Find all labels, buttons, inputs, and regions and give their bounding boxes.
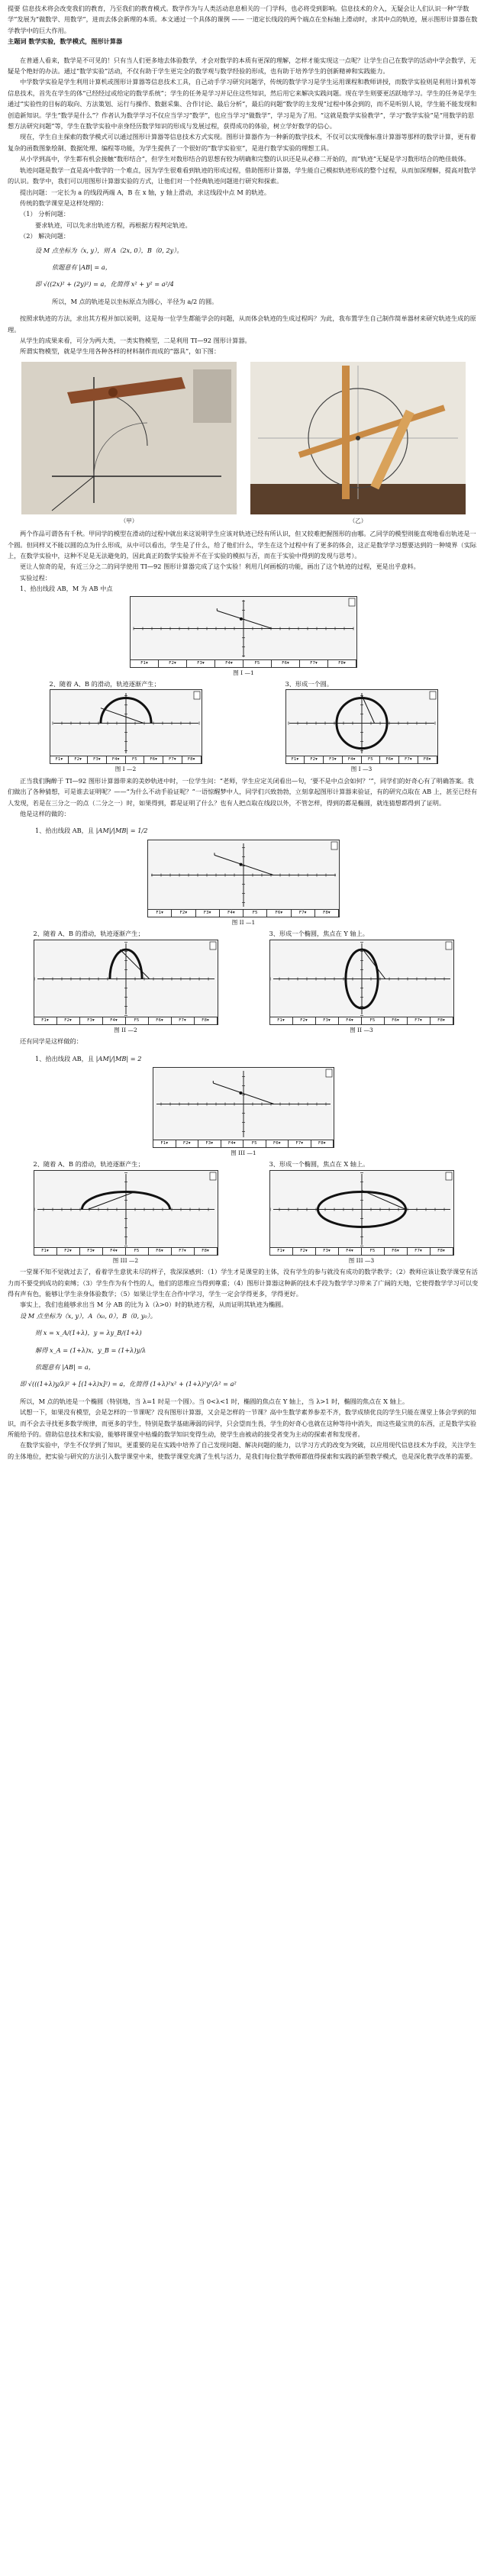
calc-menu-key: F6▾ [385, 1248, 408, 1255]
scroll-indicator [430, 692, 436, 699]
exp2-step1 [8, 825, 479, 836]
paragraph: 所以，M 点的轨迹是一个椭圆（特别地，当 λ=1 时是一个圆）。当 0<λ<1 时，椭圆的焦点在 Y 轴上，当 λ>1 时，椭圆的焦点在 X 轴上。 [20, 1397, 409, 1405]
calc-menu-key: F8▾ [328, 660, 356, 667]
exp2-step1-text: 1、拾出线段 AB，且 [35, 827, 95, 835]
exp1-step2: 2、随着 A、B 的滑动，轨迹逐渐产生； [49, 680, 160, 688]
calc-menu-key: F2▾ [159, 660, 187, 667]
calc-menu-key: F4▾ [343, 756, 362, 763]
calc-screen-ii3 [269, 940, 454, 1025]
paragraph: 两个作品可谓各有千秋。甲同学的模型在滑动的过程中就出来这说明学生应该对轨迹已经有所认识，但又较难把握图形的由哪。乙同学的模型则能直观地看出轨迹是一个圆。但同样又不能以圆的点为什么形成，从中可以看出，学生是了什么，给了他们什么，学生在这个过程中有了更多的体会，这正是数学学习想要达到的一种境界（实际上，在数学实验中，这种不足是无法避免的，因此真正的数学实验并不在于实验的模拟与否，而在于实验中得到的发现与思考）。 [8, 530, 477, 559]
step-analyze-detail: 要求轨迹，可以先求出轨迹方程，再根据方程判定轨迹。 [35, 221, 192, 229]
paragraph: 事实上，我们也能够求出当 M 分 AB 的比为 λ（λ>0）时的轨迹方程，从而证明其轨迹为椭圆。 [20, 1301, 288, 1309]
exp2-step2: 2、随着 A、B 的滑动，轨迹逐渐产生； [33, 930, 144, 938]
calc-menu-key: F8▾ [195, 1017, 218, 1024]
scroll-indicator [446, 1172, 452, 1180]
paragraph: 轨迹问题是数学一直是高中数学的一个难点，因为学生很难看到轨迹的形成过程，借助图形计算器，学生能自己模拟轨迹形成的整个过程，从而加深理解，提高对数学的认识。数学中，我们可以用图形计算器实验的方式，让他们对一个经典轨迹问题进行研究和探索。 [8, 166, 476, 185]
step-analyze: （1） 分析问题： [20, 210, 70, 218]
exp2-step3: 3、形成一个椭圆，焦点在 Y 轴上。 [269, 930, 369, 938]
figure-caption: 图 I —1 [233, 669, 254, 676]
exp1-step3: 3、形成一个圆。 [285, 680, 334, 688]
calc-screen-ii1 [147, 840, 340, 917]
calc-menu-key: F6▾ [272, 660, 300, 667]
calc-menu-bar [131, 659, 356, 667]
calc-menu-key: F5 [244, 910, 267, 917]
formula-equation: 即 √(((1+λ)y/λ)² + [(1+λ)x]²) = a，化简得 (1+λ)²x² + (1+λ)²y²/λ² = a² [20, 1380, 237, 1388]
calc-menu-key: F4▾ [221, 1140, 244, 1147]
formula-equation: 即 √((2x)² + (2y)²) = a，化简得 x² + y² = a²/4 [35, 280, 174, 289]
segment-ab [88, 1191, 134, 1209]
calc-menu-key: F7▾ [172, 1017, 195, 1024]
calc-menu-key: F5 [362, 1017, 385, 1024]
calc-screen-iii3 [269, 1170, 454, 1256]
paragraph: 他是这样的做的： [20, 810, 70, 818]
calc-menu-key: F6▾ [267, 910, 291, 917]
calc-menu-key: F3▾ [80, 1017, 103, 1024]
exp3-ratio: |AM|/|MB| = 2 [95, 1054, 142, 1062]
calc-menu-key: F6▾ [266, 1140, 289, 1147]
paragraph: 实验过程： [20, 573, 51, 582]
calc-menu-key: F3▾ [88, 756, 107, 763]
scroll-indicator [210, 942, 216, 949]
keywords: 主题词 数学实验，数学模式，图形计算器 [8, 37, 123, 46]
calc-menu-key: F7▾ [408, 1248, 431, 1255]
scroll-indicator [210, 1172, 216, 1180]
figure-caption: 图 II —1 [231, 918, 256, 926]
calc-menu-key: F5 [126, 1017, 149, 1024]
calc-menu-key: F1▾ [34, 1017, 57, 1024]
calc-menu-key: F7▾ [163, 756, 182, 763]
calc-menu-bar [34, 1247, 218, 1255]
exp3-step2: 2、随着 A、B 的滑动，轨迹逐渐产生； [33, 1160, 144, 1169]
calc-menu-key: F2▾ [305, 756, 324, 763]
calc-menu-key: F7▾ [292, 910, 315, 917]
figure-caption: 图 III —2 [112, 1256, 139, 1264]
calc-menu-bar [153, 1140, 334, 1147]
calc-menu-key: F4▾ [339, 1248, 362, 1255]
midpoint-m [240, 617, 243, 621]
figure-caption: 图 III —3 [348, 1256, 375, 1264]
calc-menu-key: F2▾ [293, 1248, 316, 1255]
calc-menu-key: F1▾ [50, 756, 69, 763]
paragraph: 设 M 点坐标为（x, y），A（x₀, 0），B（0, y₀）。 [20, 1311, 156, 1320]
paragraph: 现在，学生自主探索的数学模式可以通过图形计算器等信息技术方式实现。图形计算器作为一种新的数学技术，不仅可以实现像标准计算器等那样的数学计算，更有着复杂的函数图象绘制、数据处理、编程等功能，为学生提供了一个很好的“数学实验室”，是进行数学实验的理想工具。 [8, 133, 476, 152]
calc-menu-key: F8▾ [431, 1017, 453, 1024]
calc-menu-key: F8▾ [311, 1140, 334, 1147]
calc-menu-key: F3▾ [80, 1248, 103, 1255]
calc-menu-bar [148, 909, 339, 917]
figure-caption: 图 I —3 [350, 766, 373, 773]
calc-menu-key: F1▾ [153, 1140, 176, 1147]
photo-model-b [250, 362, 466, 527]
calc-menu-key: F2▾ [57, 1248, 80, 1255]
calc-menu-key: F7▾ [172, 1248, 195, 1255]
calc-menu-key: F3▾ [198, 1140, 221, 1147]
step-solve: （2） 解决问题： [20, 232, 70, 240]
midpoint-m [239, 1091, 242, 1095]
problem-statement: 提出问题：一定长为 a 的线段两端 A，B 在 x 轴，y 轴上滑动，求这线段中点 M 的轨迹。 [20, 188, 271, 196]
scroll-indicator [326, 1069, 332, 1077]
figure-caption: 图 II —2 [114, 1026, 137, 1033]
calc-menu-key: F8▾ [315, 910, 339, 917]
figure-caption: 图 III —1 [231, 1149, 256, 1156]
calc-menu-key: F5 [362, 1248, 385, 1255]
exp3-step3: 3、形成一个椭圆，焦点在 X 轴上。 [269, 1160, 369, 1169]
calc-menu-bar [50, 756, 202, 763]
figure-caption: 图 II —3 [350, 1026, 373, 1033]
calc-menu-key: F4▾ [220, 910, 244, 917]
calc-menu-key: F3▾ [324, 756, 343, 763]
paragraph: 中学数学实验是学生利用计算机或图形计算器等信息技术工具，自己动手学习研究问题学，传统的数学学习是学生运用课程和教师讲授，而数学实验则是利用计算机等信息技术，首先在学生的体“已经经过或给定的数学系统”；学生的任务是学习并记住这些知识，然后用它来解决实践问题。现在学生则要更活跃地学习。学生的任务是学生通过“实验性的目标的取向、方法策划、运行与操作、数据采集、合作讨论、最后分析”，最后的问题“数学的主发现”过程中体会到的，而不是听别人说，学生能不能发现和创造新知识。学生“数学是什么”？作者认为数学学习不仅应当学习“数学”，也应当学习“做数学”，学习是为了用。“这就是数学实验教学”，学习“数学实验”是“用数学的思想方法研究问题”等，学生在数学实验中亲身经历数学知识的形成与发展过程，获得成功的体验，树立学好数学的信心。 [8, 78, 477, 131]
calc-menu-key: F5 [362, 756, 381, 763]
paragraph: 还有同学是这样做的： [20, 1037, 82, 1046]
calc-menu-key: F8▾ [182, 756, 202, 763]
midpoint-m [240, 863, 243, 866]
calc-menu-key: F5 [126, 1248, 149, 1255]
exp3-step1 [8, 1053, 479, 1064]
calc-screen-iii2 [34, 1170, 218, 1256]
calc-menu-key: F6▾ [385, 1017, 408, 1024]
calc-screen-ii2 [34, 940, 218, 1025]
formula-condition: 依题意有 |AB| = a， [35, 1362, 95, 1371]
paragraph: 在数学实验中，学生不仅学到了知识，更重要的是在实践中培养了自己发现问题、解决问题的能力，以学习方式的改变为突破，以应用现代信息技术为手段，关注学生的主体地位，把实验与研究的方法引入数学课堂中来，使数学课堂充满了生机与活力，是我们每位数学教师都值得探索和实践的新型教学模式，也是深化教学改革的需要。 [8, 1441, 477, 1460]
calc-menu-key: F4▾ [215, 660, 244, 667]
calc-menu-bar [270, 1017, 453, 1024]
paragraph: 正当我们胸醉于 TI—92 图形计算器带来的美妙轨迹中时，一位学生问：“老师，学生应定关闭看出—句，‘要不是中点会如何？’”，同学们的好奇心有了明确答案。我们做出了各种猜想，可是谁去证明呢？——“为什么不动手验证呢？”一语惊醒梦中人，同学们兴致勃勃，立刻拿起图形计算器来验证，有的研究点取在 AB 上，甚至已经有人发现，若是在三分之一的点（二分之一）时，如果得到，都是证明了什么？也有人把点取在线段以外，不管怎样，得到的都是椭圆，就连猜想都得到了证明。 [8, 776, 478, 807]
formula-ratio: 则 x = x_A/(1+λ)，y = λy_B/(1+λ) [35, 1329, 142, 1337]
calc-menu-key: F1▾ [286, 756, 305, 763]
calc-menu-key: F6▾ [380, 756, 399, 763]
segment-ab [100, 708, 143, 724]
calc-menu-key: F2▾ [57, 1017, 80, 1024]
calc-menu-key: F1▾ [270, 1017, 293, 1024]
calc-menu-key: F1▾ [34, 1248, 57, 1255]
scroll-indicator [194, 692, 200, 699]
paragraph: 按照求轨迹的方法，求出其方程并加以说明，这是每一位学生都能学会的问题，从而体会轨迹的生成过程吗？为此，我布置学生自己制作简单器材来研究轨迹生成的原理。 [8, 314, 476, 334]
calc-menu-key: F1▾ [131, 660, 159, 667]
calc-menu-key: F7▾ [300, 660, 328, 667]
calc-menu-key: F5 [244, 660, 272, 667]
calc-screen-i2 [50, 689, 202, 764]
calc-menu-key: F4▾ [339, 1017, 362, 1024]
scroll-indicator [349, 598, 355, 606]
segment-ab [217, 611, 272, 628]
calc-menu-bar [286, 756, 437, 763]
calc-menu-key: F6▾ [144, 756, 163, 763]
paragraph: 在普通人看来，数学是不可见的！只有当人们更多地去体验数学，才会对数学的本质有更深的理解，怎样才能实现这一点呢？让学生自己在数学的活动中学会数学，无疑是个绝好的办法。通过“数学实验”活动，不仅有助于学生更完全的数学观与数学经验的形成，也有助于培养学生的创新精神和实践能力。 [8, 56, 476, 76]
calc-menu-key: F8▾ [195, 1248, 218, 1255]
abstract: 提要 信息技术将会改变我们的教育，乃至我们的教育模式。数学作为与人类活动息息相关的一门学科，也必将受到影响。信息技术的介入，无疑会让人们认识一种“学数学”发展为“做数学、用数学”，进而去体会新理的本质。本文通过一个具体的课例 —— 一道定长线段的两个端点在坐标轴上滑动时，求其中点的轨迹，展示图形计算器在数学教学中的巨大作用。 [8, 5, 478, 34]
formula-condition: 依题意有 |AB| = a， [52, 263, 111, 271]
scroll-indicator [331, 842, 337, 850]
calc-screen-i1 [130, 596, 357, 668]
calc-menu-key: F3▾ [187, 660, 215, 667]
exp2-ratio: |AM|/|MB| = 1/2 [95, 827, 148, 835]
calc-menu-key: F4▾ [103, 1017, 126, 1024]
calc-menu-key: F5 [126, 756, 145, 763]
formula-solve: 解得 x_A = (1+λ)x，y_B = (1+λ)y/λ [35, 1346, 147, 1354]
formula-conclusion: 所以，M 点的轨迹是以坐标原点为圆心，半径为 a/2 的圆。 [52, 297, 218, 305]
calc-menu-key: F3▾ [316, 1248, 339, 1255]
calc-menu-key: F6▾ [149, 1248, 172, 1255]
calc-menu-key: F4▾ [107, 756, 126, 763]
calc-screen-i3 [285, 689, 438, 764]
calc-menu-key: F3▾ [316, 1017, 339, 1024]
paragraph: 从学生的成果来看，可分为两大类，一类实物模型，二是利用 TI—92 图形计算器。 [20, 336, 251, 344]
calc-menu-key: F7▾ [408, 1017, 431, 1024]
calc-menu-key: F3▾ [196, 910, 220, 917]
calc-menu-key: F2▾ [69, 756, 88, 763]
calc-menu-key: F2▾ [172, 910, 195, 917]
paragraph: 一堂课不知不觉就过去了，看着学生意犹未尽的样子，我深深感到：（1）学生才是课堂的主体，没有学生的参与就没有成功的数学教学；（2）教师应该让数学课堂有活力而不要受到成功的束缚；（3）学生作为有个性的人，他们的思维应当得到尊重；（4）图形计算器这种新的技术手段为数学学习带来了广阔的天地，它使得数学学习可以变得有声有色，能够让学生亲身体验数学；（5）如果让学生在合作中学习，学生一定会学得更多，学得更好。 [8, 1268, 479, 1298]
calc-menu-key: F1▾ [270, 1248, 293, 1255]
calc-menu-key: F4▾ [103, 1248, 126, 1255]
formula-setup: 设 M 点坐标为（x, y），则 A（2x, 0），B（0, 2y）。 [35, 246, 183, 254]
photo-model-a [21, 362, 237, 527]
figure-caption: 图 I —2 [114, 766, 137, 773]
calc-menu-key: F7▾ [289, 1140, 311, 1147]
calc-menu-key: F8▾ [431, 1248, 453, 1255]
calc-menu-key: F5 [244, 1140, 266, 1147]
calc-screen-iii1 [153, 1067, 334, 1148]
calc-menu-key: F2▾ [176, 1140, 199, 1147]
calc-menu-key: F7▾ [399, 756, 418, 763]
exp3-step1-text: 1、拾出线段 AB，且 [35, 1054, 95, 1062]
calc-menu-key: F6▾ [149, 1017, 172, 1024]
paragraph: 更让人惊奇的是，有近三分之二的同学使用 TI—92 图形计算器完成了这个实验！利用几何画板的功能，画出了这个轨迹的过程，更是出乎意料。 [20, 563, 420, 571]
scroll-indicator [446, 942, 452, 949]
calc-menu-key: F8▾ [418, 756, 437, 763]
calc-menu-bar [34, 1017, 218, 1024]
photo-label-a: （甲） [120, 517, 138, 524]
calc-menu-key: F1▾ [148, 910, 172, 917]
exp1-step1: 1、拾出线段 AB，M 为 AB 中点 [20, 585, 113, 593]
photo-label-b: （乙） [349, 517, 367, 524]
paragraph: 试想一下，如果没有模型，会是怎样的一节课呢？没有图形计算器，又会是怎样的一节课？高中生数学素养参差不齐，数学成绩优良的学生只能在课堂上体会学到的知识，而不会去寻找更多数学规律，而更多的学生，特别是数学基础薄弱的同学，只会望而生畏，学生的好奇心也就在这种等待中消失，而这些最宝贵的东西，正是数学实验所能给予的。借助信息技术和实验，能够将课堂中枯燥的数学知识变得生动，使学生由被动的接受者变为主动的探索者和发现者。 [8, 1408, 477, 1438]
segment-ab [362, 948, 385, 978]
paragraph: 传统的数学课堂是这样处理的： [20, 198, 108, 207]
calc-menu-key: F2▾ [293, 1017, 316, 1024]
calc-menu-bar [270, 1247, 453, 1255]
paragraph: 所谓实物模型，就是学生用各种各样的材料制作而成的“器具”，如下图： [20, 347, 221, 356]
paragraph: 从小学到高中，学生都有机会接触“数形结合”，但学生对数形结合的思想有较为明确和完整的认识还是从必修二开始的，而“轨迹”无疑是学习数形结合的绝佳载体。 [20, 155, 470, 163]
